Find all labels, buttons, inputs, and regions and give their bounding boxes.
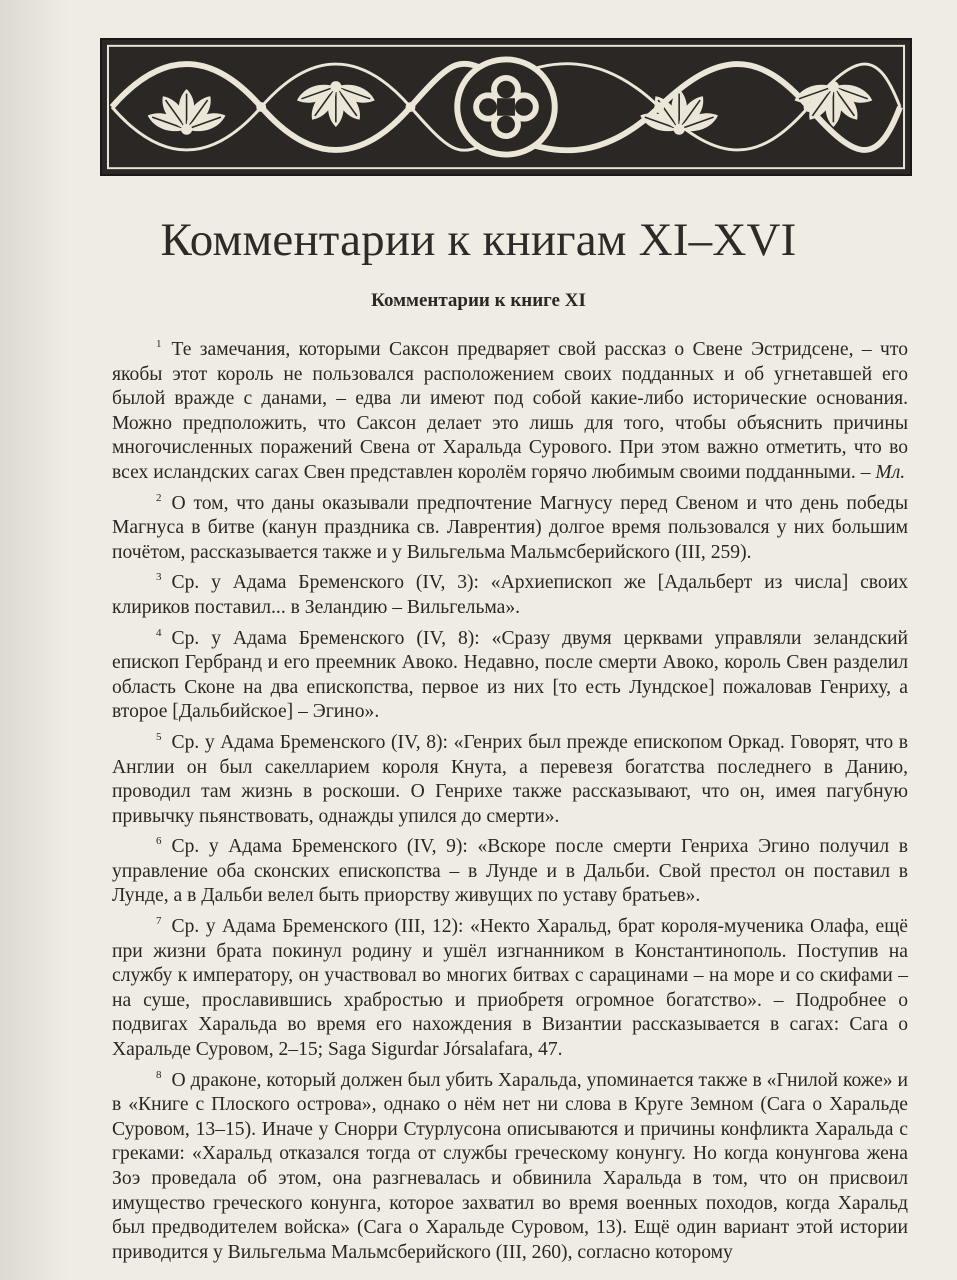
note-text: О драконе, который должен был убить Харальда, упоминается также в «Гнилой коже» и в «Книге с Плоского острова», однако о нём нет ни слова в Круге Земном (Сага о Харальде Суровом, 13–15). Иначе у Снорри Стурлусона описываются и причины конфликта Харальда с греками: «Харальд отказался тогда от службы греческому конунгу. Но когда конунгова жена Зоэ проведала об этом, она разгневалась и обвинила Харальда в том, что он присвоил имущество греческого конунга, которое захватил во время военных походов, когда Харальд был предводителем войска» (Сага о Харальде Суровом, 13). Ещё один вариант этой истории приводится у Вильгельма Мальмсберийского (III, 260), согласно которому <box>112 1069 908 1263</box>
note-1 <box>112 332 908 486</box>
note-number: 5 <box>156 730 162 743</box>
note-author: Мл. <box>875 461 906 483</box>
note-3 <box>112 565 908 620</box>
note-text: Ср. у Адама Бременского (IV, 9): «Вскоре после смерти Генриха Эгино получил в управление оба сконских епископства – в Лунде и в Дальби. Свой престол он поставил в Лунде, а в Дальби велел быть приорству живущих по уставу братьев». <box>112 836 908 907</box>
note-8 <box>112 1063 908 1266</box>
note-text: Ср. у Адама Бременского (IV, 8): «Генрих был прежде епископом Оркад. Говорят, что в Англии он был сакелларием короля Кнута, а перевезя богатства последнего в Данию, проводил там жизнь в роскоши. О Генрихе также рассказывают, что он, имея пагубную привычку пьянствовать, однажды упился до смерти». <box>112 731 908 827</box>
note-6 <box>112 829 908 909</box>
note-number: 1 <box>156 338 162 350</box>
note-7 <box>112 909 908 1063</box>
note-number: 6 <box>156 835 162 848</box>
floral-ornament-icon <box>102 40 910 174</box>
note-text: Те замечания, которыми Саксон предваряет свой рассказ о Свене Эстридсене, – что якобы этот король не пользовался расположением своих подданных и об угнетавшей его былой вражде с данами, – едва ли имеют под собой какие-либо исторические основания. Можно предположить, что Саксон делает это лишь для того, чтобы объяснить причины многочисленных поражений Свена от Харальда Сурового. При этом важно отметить, что во всех исландских сагах Свен представлен королём горячо любимым своими подданными. – <box>112 339 908 483</box>
note-number: 8 <box>156 1068 162 1081</box>
note-2 <box>112 486 908 566</box>
note-number: 7 <box>156 915 162 928</box>
section-title: Комментарии к книге XI <box>371 290 586 311</box>
note-number: 4 <box>156 626 162 639</box>
note-4 <box>112 621 908 725</box>
note-text: Ср. у Адама Бременского (III, 12): «Некто Харальд, брат короля-мученика Олафа, ещё при жизни брата покинул родину и ушёл изгнанником в Константинополь. Поступив на службу к императору, он участвовал во многих битвах с сарацинами – на море и со скифами – на суше, прославившись храбростью и приобретя огромное богатство». – Подробнее о подвигах Харальда во время его нахождения в Византии рассказывается в сагах: Сага о Харальде Суровом, 2–15; Saga Sigurdar Jórsalafara, 47. <box>112 916 908 1061</box>
ornamental-header-banner <box>100 38 912 176</box>
note-text: О том, что даны оказывали предпочтение Магнусу перед Свеном и что день победы Магнуса в битве (канун праздника св. Лаврентия) долгое время пользовался у них большим почётом, рассказывается также и у Вильгельма Мальмсберийского (III, 259). <box>112 492 908 563</box>
note-number: 3 <box>156 571 162 584</box>
note-text: Ср. у Адама Бременского (IV, 3): «Архиепископ же [Адальберт из числа] своих клириков поставил... в Зеландию – Вильгельма». <box>112 572 908 618</box>
note-text: Ср. у Адама Бременского (IV, 8): «Сразу двумя церквами управляли зеландский епископ Гербранд и его преемник Авоко. Недавно, после смерти Авоко, король Свен разделил область Сконе на два епископства, первое из них [то есть Лундское] пожаловав Генриху, а второе [Дальбийское] – Эгино». <box>112 627 908 723</box>
note-5 <box>112 725 908 829</box>
note-number: 2 <box>156 491 162 504</box>
commentary-notes <box>112 332 908 1265</box>
page-edge-shadow <box>0 0 70 1280</box>
page-title: Комментарии к книгам XI–XVI <box>160 214 797 266</box>
